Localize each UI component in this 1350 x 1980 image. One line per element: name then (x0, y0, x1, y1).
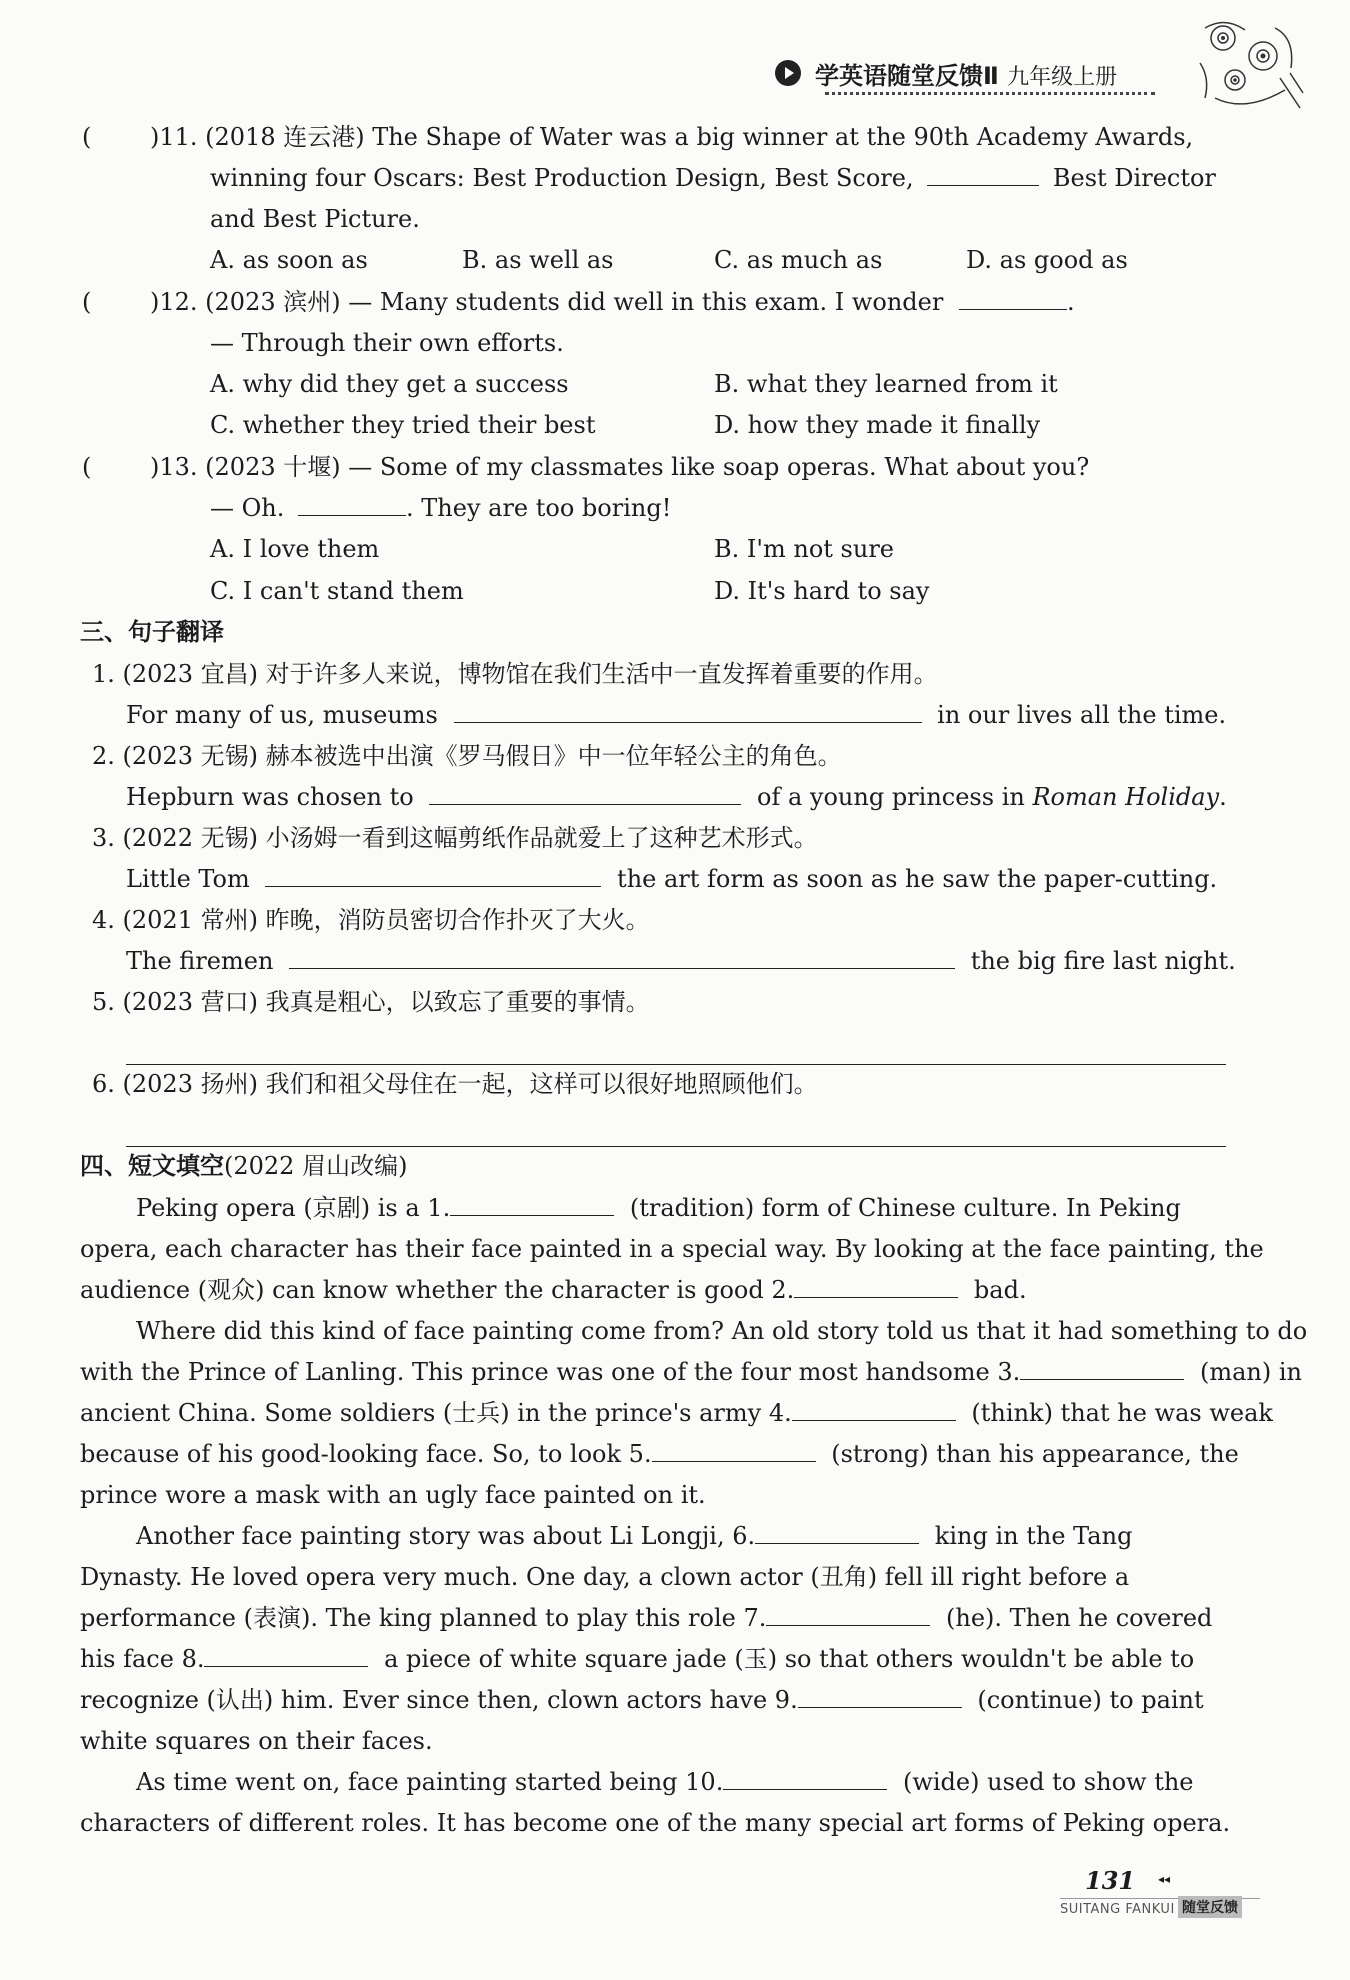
translation-3-prompt: 3. (2022 无锡) 小汤姆一看到这幅剪纸作品就爱上了这种艺术形式。 (92, 824, 818, 852)
page-number: 131 (1085, 1866, 1136, 1895)
q13-option-c[interactable]: C. I can't stand them (210, 577, 464, 605)
q11-stem-line2: winning four Oscars: Best Production Design, Best Score, Best Director (210, 164, 1216, 192)
q13-paren[interactable]: ( (82, 453, 92, 481)
double-arrow-left-icon: ◂◂ (1158, 1872, 1171, 1886)
passage-blank-4[interactable] (792, 1398, 956, 1421)
passage-p2-line2: with the Prince of Lanling. This prince was one of the four most handsome 3. (man) in (80, 1358, 1302, 1386)
translation-3-blank[interactable] (265, 864, 601, 887)
q12-option-b[interactable]: B. what they learned from it (714, 370, 1058, 398)
q12-option-a[interactable]: A. why did they get a success (210, 370, 569, 398)
translation-6-prompt: 6. (2023 扬州) 我们和祖父母住在一起，这样可以很好地照顾他们。 (92, 1070, 818, 1098)
passage-p3-line1: Another face painting story was about Li Longji, 6. king in the Tang (136, 1522, 1133, 1550)
play-icon (775, 60, 801, 86)
passage-p3-line4: his face 8. a piece of white square jade (玉) so that others wouldn't be able to (80, 1645, 1195, 1673)
q13-option-d[interactable]: D. It's hard to say (714, 577, 930, 605)
header-dotted-rule (825, 92, 1155, 95)
translation-5-prompt: 5. (2023 营口) 我真是粗心，以致忘了重要的事情。 (92, 988, 650, 1016)
book-title: 学英语随堂反馈Ⅱ 九年级上册 (815, 62, 1118, 90)
section-passage-heading: 四、短文填空(2022 眉山改编) (80, 1152, 408, 1180)
q11-option-d[interactable]: D. as good as (966, 246, 1128, 274)
q11-stem: )11. (2018 连云港) The Shape of Water was a big winner at the 90th Academy Awards, (150, 123, 1194, 151)
q13-stem: )13. (2023 十堰) — Some of my classmates like soap operas. What about you? (150, 453, 1090, 481)
passage-blank-5[interactable] (652, 1439, 816, 1462)
passage-blank-9[interactable] (798, 1685, 962, 1708)
passage-p2-line4: because of his good-looking face. So, to look 5. (strong) than his appearance, the (80, 1440, 1239, 1468)
passage-blank-1[interactable] (450, 1193, 614, 1216)
passage-blank-6[interactable] (755, 1521, 919, 1544)
translation-4-prompt: 4. (2021 常州) 昨晚，消防员密切合作扑灭了大火。 (92, 906, 650, 934)
translation-3-sentence: Little Tom the art form as soon as he saw the paper-cutting. (126, 865, 1218, 893)
q11-stem-line3: and Best Picture. (210, 205, 420, 233)
page-header (775, 52, 1230, 102)
translation-4-blank[interactable] (289, 946, 955, 969)
q13-response: — Oh. . They are too boring! (210, 494, 672, 522)
translation-2-sentence: Hepburn was chosen to of a young princess in Roman Holiday. (126, 783, 1227, 811)
footer-series-en: SUITANG FANKUI (1060, 1902, 1175, 1917)
translation-1-prompt: 1. (2023 宜昌) 对于许多人来说，博物馆在我们生活中一直发挥着重要的作用。 (92, 660, 938, 688)
passage-p3-line2: Dynasty. He loved opera very much. One day, a clown actor (丑角) fell ill right before a (80, 1563, 1130, 1591)
passage-blank-8[interactable] (204, 1644, 368, 1667)
q12-option-d[interactable]: D. how they made it finally (714, 411, 1041, 439)
passage-blank-10[interactable] (723, 1767, 887, 1790)
passage-p2-line1: Where did this kind of face painting come from? An old story told us that it had something to do (136, 1317, 1308, 1345)
q12-option-c[interactable]: C. whether they tried their best (210, 411, 596, 439)
passage-p3-line5: recognize (认出) him. Ever since then, clown actors have 9. (continue) to paint (80, 1686, 1204, 1714)
passage-p1-line3: audience (观众) can know whether the character is good 2. bad. (80, 1276, 1027, 1304)
q11-option-b[interactable]: B. as well as (462, 246, 614, 274)
translation-2-prompt: 2. (2023 无锡) 赫本被选中出演《罗马假日》中一位年轻公主的角色。 (92, 742, 842, 770)
translation-6-answer-line[interactable] (126, 1146, 1226, 1147)
section-translation-heading: 三、句子翻译 (80, 618, 224, 646)
translation-5-answer-line[interactable] (126, 1064, 1226, 1065)
q12-response: — Through their own efforts. (210, 329, 564, 357)
q11-blank[interactable] (927, 163, 1039, 186)
q11-option-c[interactable]: C. as much as (714, 246, 883, 274)
section-passage-source: (2022 眉山改编) (224, 1152, 408, 1180)
q13-option-b[interactable]: B. I'm not sure (714, 535, 894, 563)
q12-stem: )12. (2023 滨州) — Many students did well in this exam. I wonder . (150, 288, 1075, 316)
passage-blank-3[interactable] (1020, 1357, 1184, 1380)
translation-2-blank[interactable] (429, 782, 741, 805)
grade-label: 九年级上册 (1007, 65, 1118, 90)
passage-p1-line2: opera, each character has their face painted in a special way. By looking at the face painting, the (80, 1235, 1264, 1263)
passage-p2-line5: prince wore a mask with an ugly face painted on it. (80, 1481, 706, 1509)
q12-paren[interactable]: ( (82, 288, 92, 316)
flower-decoration-icon (1195, 18, 1305, 113)
footer-series-cn: 随堂反馈 (1178, 1896, 1242, 1918)
passage-p1-line1: Peking opera (京剧) is a 1. (tradition) form of Chinese culture. In Peking (136, 1194, 1181, 1222)
q11-option-a[interactable]: A. as soon as (210, 246, 368, 274)
q13-blank[interactable] (298, 493, 406, 516)
passage-p4-line1: As time went on, face painting started being 10. (wide) used to show the (136, 1768, 1194, 1796)
passage-p4-line2: characters of different roles. It has become one of the many special art forms of Peking opera. (80, 1809, 1231, 1837)
passage-blank-7[interactable] (766, 1603, 930, 1626)
page-footer (1060, 1866, 1270, 1926)
q12-blank[interactable] (959, 287, 1067, 310)
q13-option-a[interactable]: A. I love them (210, 535, 380, 563)
translation-1-sentence: For many of us, museums in our lives all the time. (126, 701, 1227, 729)
q11-paren[interactable]: ( (82, 123, 92, 151)
passage-p2-line3: ancient China. Some soldiers (士兵) in the prince's army 4. (think) that he was weak (80, 1399, 1273, 1427)
passage-blank-2[interactable] (794, 1275, 958, 1298)
passage-p3-line3: performance (表演). The king planned to play this role 7. (he). Then he covered (80, 1604, 1213, 1632)
passage-p3-line6: white squares on their faces. (80, 1727, 433, 1755)
translation-1-blank[interactable] (454, 700, 922, 723)
translation-4-sentence: The firemen the big fire last night. (126, 947, 1236, 975)
